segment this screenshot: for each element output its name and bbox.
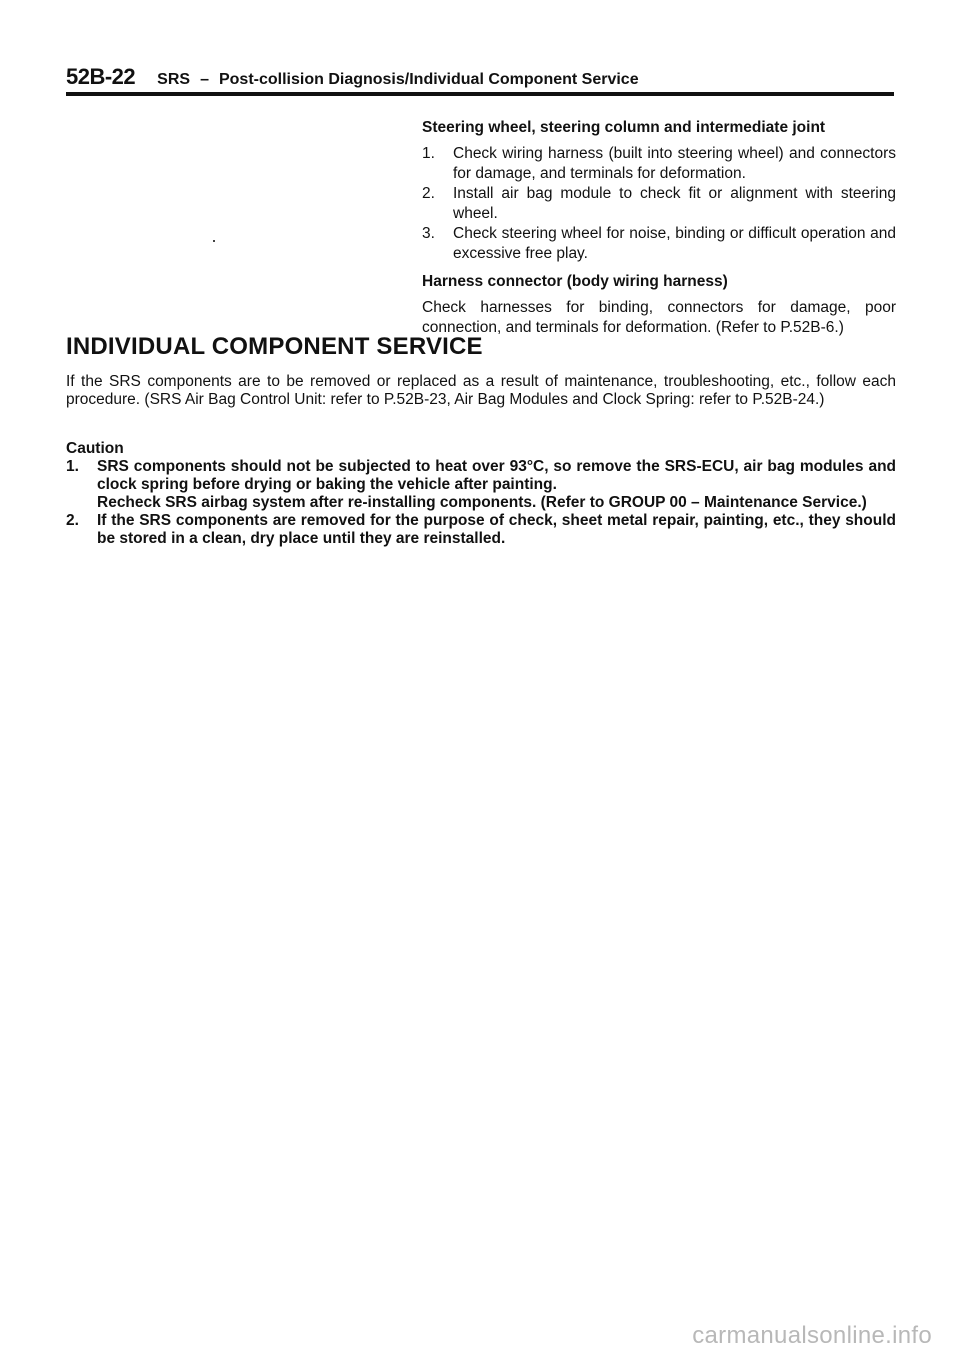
item-text: Check steering wheel for noise, binding or difficult operation and excessive free play.	[453, 225, 896, 262]
harness-text: Check harnesses for binding, connectors for damage, poor connection, and terminals for deformation. (Refer to P.52B-6.)	[422, 299, 896, 336]
page-number: 52B-22	[66, 64, 136, 89]
harness-heading: Harness connector (body wiring harness)	[422, 273, 728, 290]
page-header	[66, 64, 894, 96]
scan-speck	[213, 240, 215, 242]
item-text	[97, 458, 896, 512]
item-number: 2.	[66, 512, 79, 529]
item-text: Install air bag module to check fit or alignment with steering wheel.	[453, 185, 896, 222]
item-text: Check wiring harness (built into steering wheel) and connectors for damage, and terminals for deformation.	[453, 145, 896, 182]
watermark: carmanualsonline.info	[692, 1322, 932, 1349]
list-item	[422, 184, 896, 224]
list-item	[66, 512, 896, 548]
caution-label: Caution	[66, 440, 124, 457]
caution-text: SRS components should not be subjected to heat over 93°C, so remove the SRS-ECU, air bag modules and clock spring before drying or baking the vehicle after painting.	[97, 458, 896, 493]
caution-block	[66, 440, 896, 548]
group-code: SRS	[157, 71, 191, 88]
inspection-column	[422, 118, 896, 338]
steering-checklist	[422, 144, 896, 264]
item-number: 2.	[422, 185, 435, 202]
caution-list	[66, 458, 896, 548]
list-item	[422, 144, 896, 184]
item-number: 1.	[422, 145, 435, 162]
section-title: INDIVIDUAL COMPONENT SERVICE	[66, 333, 483, 360]
section-intro: If the SRS components are to be removed or replaced as a result of maintenance, troubleshooting, etc., follow each procedure. (SRS Air Bag Control Unit: refer to P.52B-23, Air Bag Modules and Clock Spring: refer to P.52B-24.)	[66, 373, 896, 408]
item-text	[97, 512, 896, 548]
steering-heading: Steering wheel, steering column and intermediate joint	[422, 119, 826, 136]
page-subtitle: Post-collision Diagnosis/Individual Component Service	[218, 71, 639, 88]
caution-text: If the SRS components are removed for the purpose of check, sheet metal repair, painting, etc., they should be stored in a clean, dry place until they are reinstalled.	[97, 512, 896, 547]
item-number: 1.	[66, 458, 79, 475]
item-number: 3.	[422, 225, 435, 242]
list-item	[422, 224, 896, 264]
caution-text-recheck: Recheck SRS airbag system after re-installing components. (Refer to GROUP 00 – Maintenance Service.)	[97, 494, 867, 511]
page-title	[157, 71, 638, 89]
list-item	[66, 458, 896, 512]
title-dash: –	[200, 71, 209, 88]
